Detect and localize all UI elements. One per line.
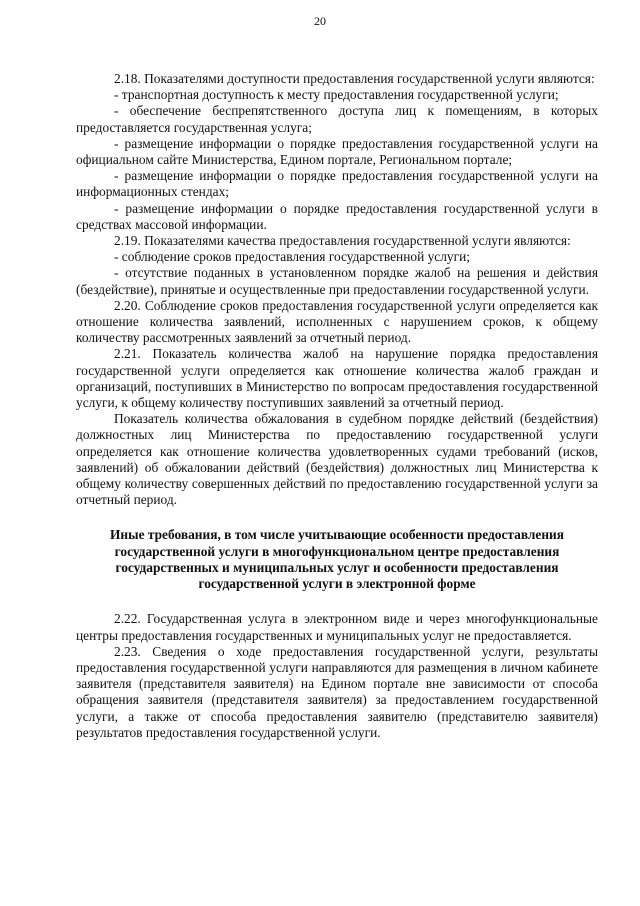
list-item-website: - размещение информации о порядке предоставления государственной услуги на официальном сайте Министерства, Едином портале, Региональном портале; bbox=[76, 135, 598, 168]
page-number: 20 bbox=[314, 14, 326, 28]
paragraph-2-21: 2.21. Показатель количества жалоб на нарушение порядка предоставления государственной услуги определяется как отношение количества жалоб граждан и организаций, поступивших в Министерство по вопросам предоставления государственной услуги, к общему количеству поступивших заявлений за отчетный период. bbox=[76, 346, 598, 411]
list-item-media: - размещение информации о порядке предоставления государственной услуги в средствах массовой информации. bbox=[76, 200, 598, 232]
paragraph-2-18: 2.18. Показателями доступности предоставления государственной услуги являются: bbox=[114, 71, 595, 86]
section-heading: Иные требования, в том числе учитывающие особенности предоставления государственной услуги в многофункциональном центре предоставления государственных и муниципальных услуг и особенности предоставления государственной услуги в электронной форме bbox=[109, 527, 565, 592]
list-item-complaints: - отсутствие поданных в установленном порядке жалоб на решения и действия (бездействие), принятые и осуществленные при предоставлении государственной услуги. bbox=[76, 265, 598, 297]
list-item-access: - обеспечение беспрепятственного доступа лиц к помещениям, в которых предоставляется государственная услуга; bbox=[76, 103, 598, 135]
list-item-stands: - размещение информации о порядке предоставления государственной услуги на информационных стендах; bbox=[76, 168, 598, 200]
list-item-transport: - транспортная доступность к месту предоставления государственной услуги; bbox=[114, 87, 559, 103]
paragraph-2-22: 2.22. Государственная услуга в электронном виде и через многофункциональные центры предоставления государственных и муниципальных услуг не предоставляется. bbox=[76, 611, 598, 643]
paragraph-court-appeals: Показатель количества обжалования в судебном порядке действий (бездействия) должностных лиц Министерства по предоставлению государственной услуги определяется как отношение количества удовлетворенных судами требований (исков, заявлений) об обжаловании действий (бездействия) должностных лиц Министерства к общему количеству совершенных действий по предоставлению государственной услуги за отчетный период. bbox=[76, 411, 598, 508]
paragraph-2-23: 2.23. Сведения о ходе предоставления государственной услуги, результаты предоставления государственной услуги направляются для размещения в личном кабинете заявителя (представителя заявителя) на Едином портале вне зависимости от способа обращения заявителя (представителя заявителя) за предоставлением государственной услуги, а также от способа предоставления заявителю (представителю заявителя) результатов предоставления государственной услуги. bbox=[76, 643, 598, 740]
paragraph-2-20: 2.20. Соблюдение сроков предоставления государственной услуги определяется как отношение количества заявлений, исполненных с нарушением сроков, к общему количеству рассмотренных заявлений за отчетный период. bbox=[76, 297, 598, 346]
paragraph-2-19: 2.19. Показателями качества предоставления государственной услуги являются: bbox=[114, 233, 571, 249]
document-body bbox=[76, 71, 598, 741]
list-item-deadlines: - соблюдение сроков предоставления государственной услуги; bbox=[114, 249, 470, 265]
